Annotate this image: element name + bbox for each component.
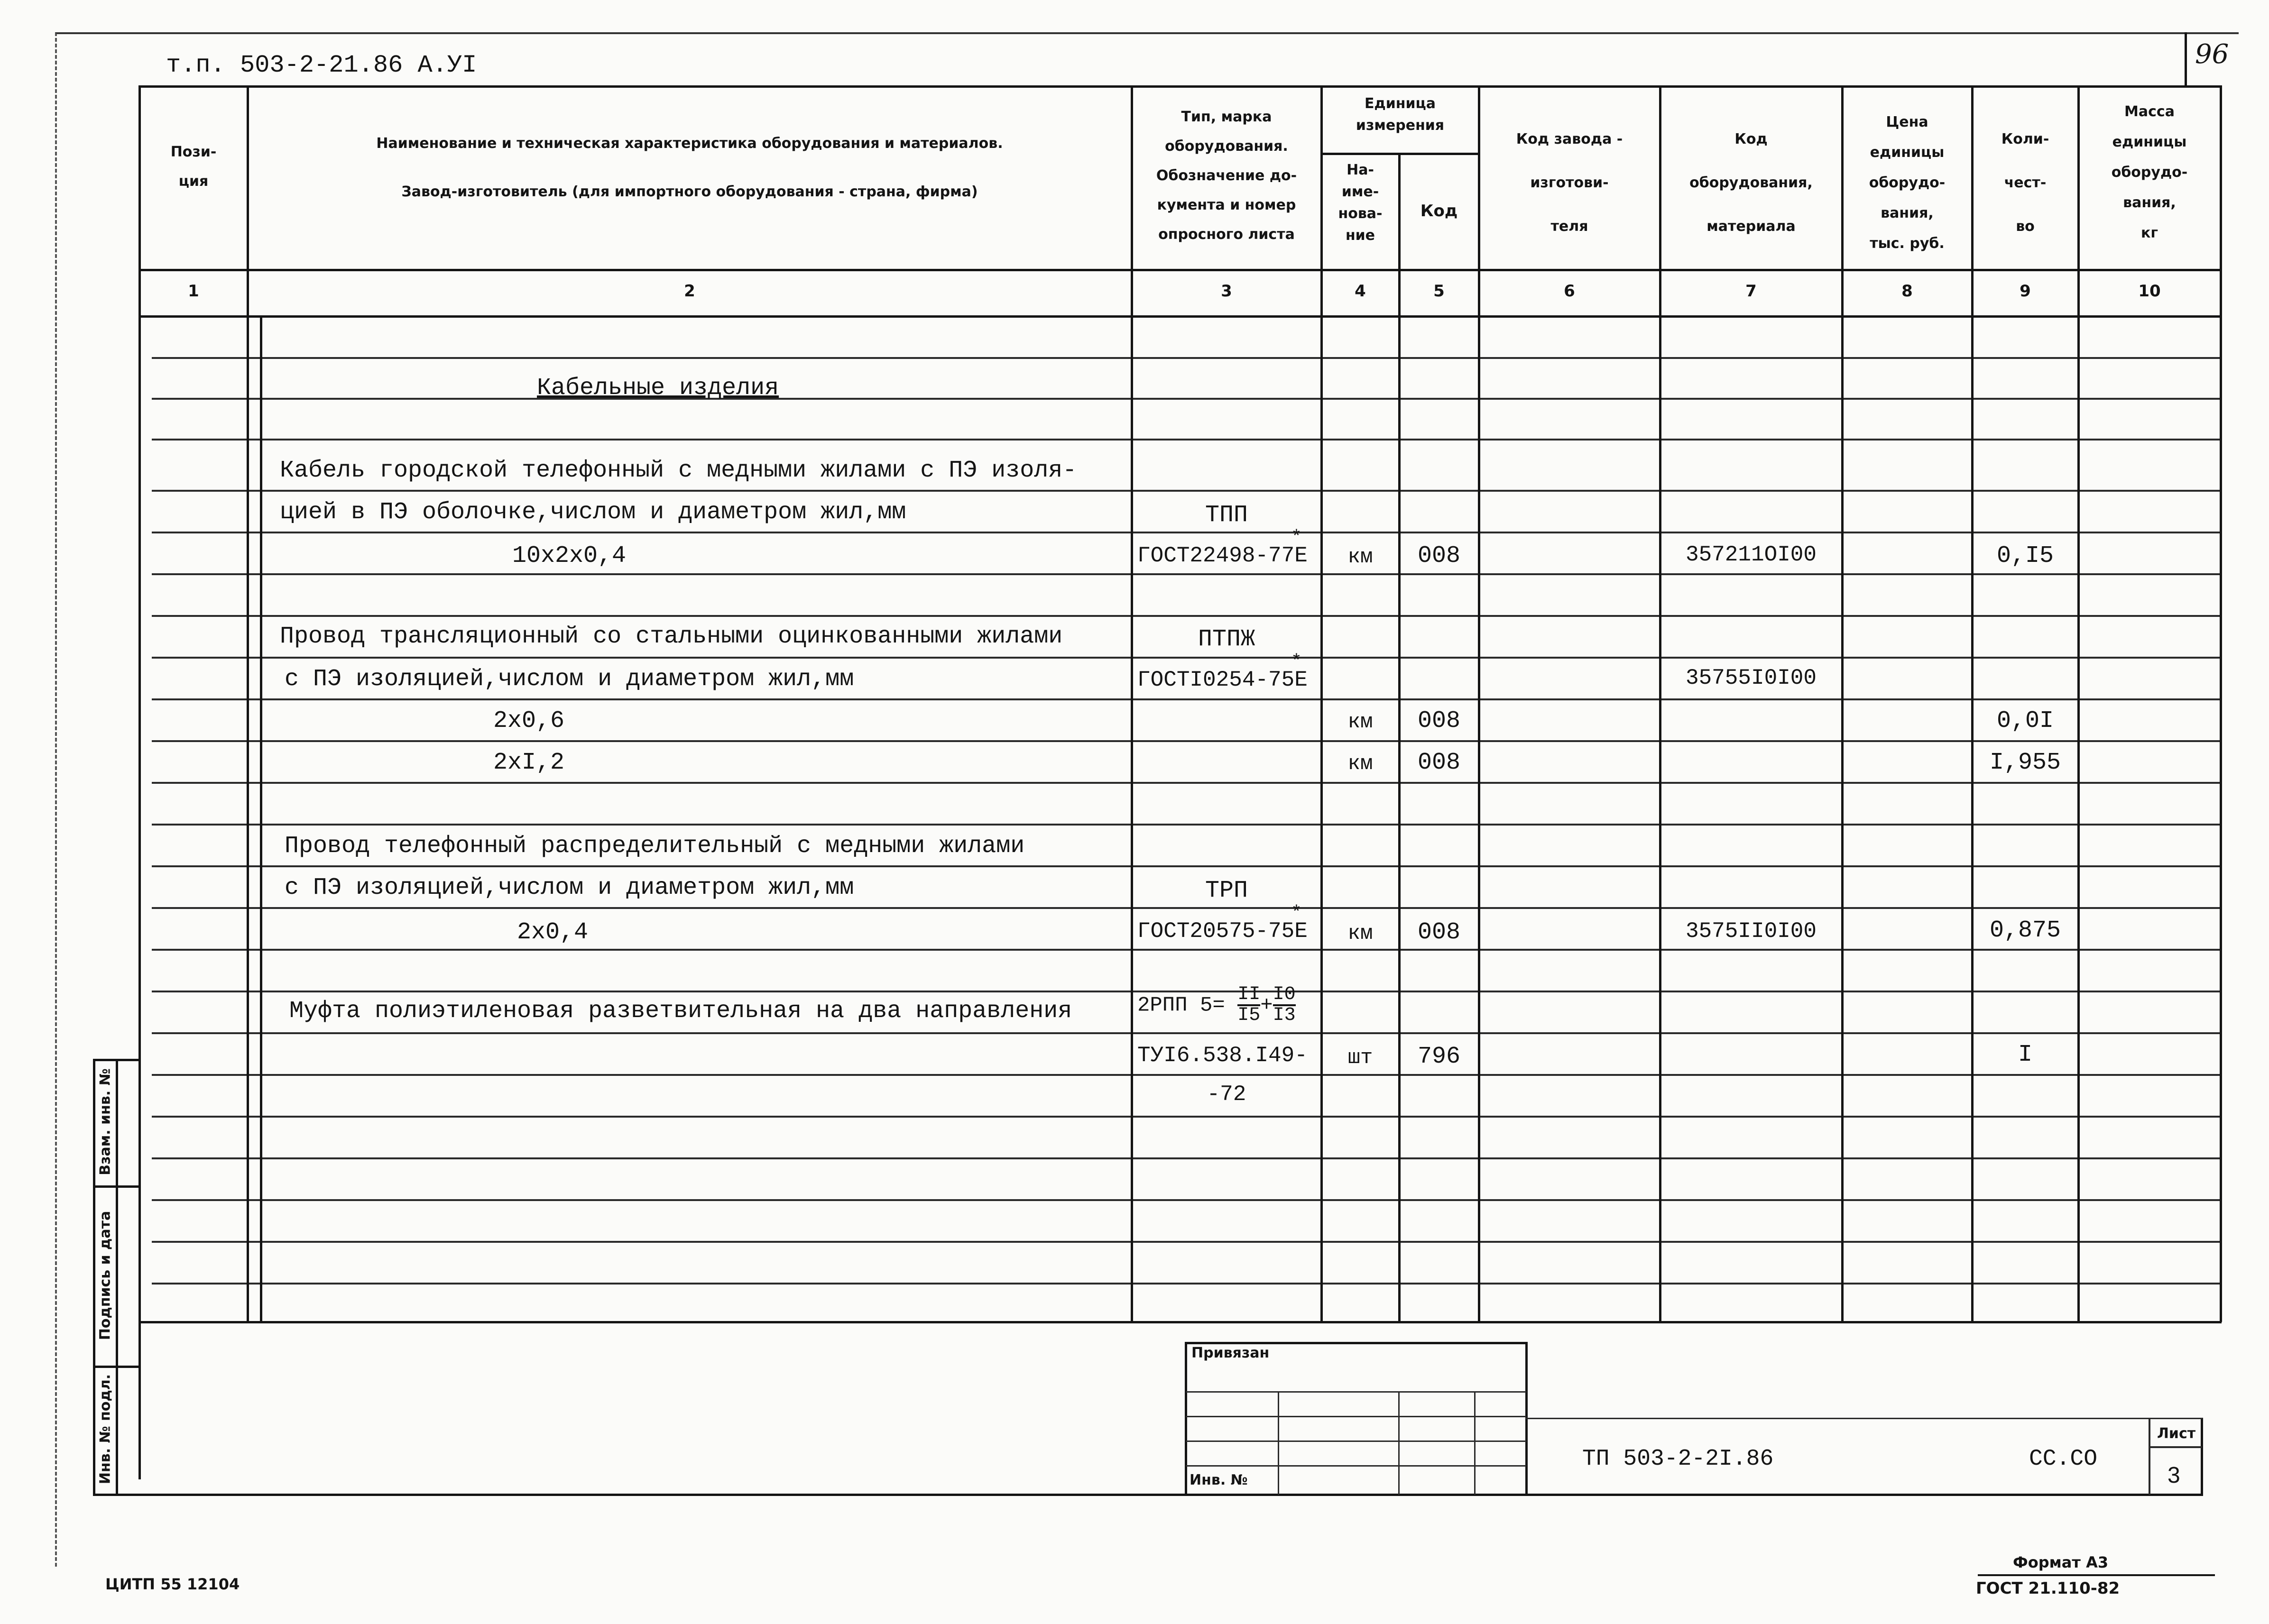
row-11-fraction-1-numerator: II — [1237, 984, 1261, 1005]
row-3-equipment-code: 357211ОI00 — [1685, 542, 1817, 567]
row-10-quantity: 0,875 — [1989, 917, 2061, 944]
row-3-code: 008 — [1417, 542, 1460, 569]
column-number-7: 7 — [1745, 282, 1757, 301]
column-number-2: 2 — [684, 282, 695, 301]
binding-label: Привязан — [1191, 1345, 1270, 1361]
column-number-4: 4 — [1355, 282, 1366, 301]
sheet-number: 3 — [2168, 1463, 2180, 1488]
header-equipment-code: Код оборудования, материала — [1689, 131, 1813, 235]
row-10-equipment-code: 3575II0I00 — [1685, 919, 1817, 944]
column-number-8: 8 — [1901, 282, 1913, 301]
row-3-unit: км — [1347, 545, 1373, 569]
footer-rule — [1978, 1574, 2215, 1576]
row-5-type: ГОСТI0254-75Е — [1137, 668, 1308, 692]
row-11-fraction-1 — [1237, 985, 1260, 1025]
title-block-top-line — [1525, 1418, 2203, 1419]
row-4-name: Провод трансляционный со стальными оцинкованными жилами — [280, 623, 1063, 650]
column-number-6: 6 — [1564, 282, 1575, 301]
title-block-mark: СС.СО — [2029, 1446, 2098, 1472]
row-12-unit: шт — [1347, 1046, 1373, 1070]
header-type: Тип, марка оборудования. Обозначение до- кумента и номер опросного листа — [1156, 109, 1297, 243]
row-2-name: цией в ПЭ оболочке,числом и диаметром жил,мм — [280, 499, 906, 526]
row-5-type-mark: * — [1291, 651, 1302, 672]
footer-registry: ЦИТП 55 12104 — [105, 1575, 240, 1593]
header-unit-group: Единица измерения — [1356, 95, 1445, 134]
row-7-code: 008 — [1417, 749, 1460, 776]
row-11-type-prefix: 2РПП 5= — [1137, 993, 1225, 1018]
row-10-type: ГОСТ20575-75Е — [1137, 919, 1308, 944]
side-stamp-original-inv: Инв. № подл. — [97, 1374, 114, 1485]
row-8-name: Провод телефонный распределительный с медными жилами — [285, 833, 1025, 860]
row-6-code: 008 — [1417, 707, 1460, 734]
row-11-type — [1137, 985, 1296, 1025]
row-4-type: ПТПЖ — [1198, 626, 1255, 653]
header-unit-name: На- име- нова- ние — [1338, 162, 1383, 244]
header-quantity: Коли- чест- во — [2001, 131, 2049, 235]
row-6-name: 2х0,6 — [493, 707, 565, 734]
row-12-code: 796 — [1417, 1043, 1460, 1070]
side-stamp-signature-date: Подпись и дата — [97, 1211, 114, 1340]
header-position: Пози- ция — [170, 144, 217, 190]
row-11-fraction-2 — [1273, 985, 1296, 1025]
row-9-name: с ПЭ изоляцией,числом и диаметром жил,мм — [285, 874, 854, 901]
outer-frame — [55, 32, 2239, 1567]
row-3-type: ГОСТ22498-77Е — [1137, 543, 1308, 568]
row-13-type: -72 — [1207, 1082, 1246, 1107]
row-12-type: ТУI6.538.I49- — [1137, 1043, 1308, 1068]
row-10-code: 008 — [1417, 919, 1460, 946]
column-number-3: 3 — [1221, 282, 1232, 301]
section-title: Кабельные изделия — [537, 375, 779, 402]
row-11-name: Муфта полиэтиленовая разветвительная на два направления — [289, 998, 1072, 1025]
footer-format: Формат А3 — [2013, 1553, 2109, 1571]
row-10-name: 2х0,4 — [517, 919, 589, 946]
row-7-unit: км — [1347, 752, 1373, 776]
row-3-quantity: 0,I5 — [1996, 542, 2054, 569]
row-9-type: ТРП — [1205, 877, 1248, 904]
row-5-name: с ПЭ изоляцией,числом и диаметром жил,мм — [285, 666, 854, 693]
header-price: Цена единицы оборудо- вания, тыс. руб. — [1869, 114, 1946, 252]
doc-reference: т.п. 503-2-21.86 А.УI — [166, 51, 477, 79]
column-number-5: 5 — [1433, 282, 1445, 301]
row-12-quantity: I — [2018, 1041, 2032, 1068]
row-11-fraction-2-numerator: I0 — [1273, 984, 1296, 1005]
row-7-quantity: I,955 — [1989, 749, 2061, 776]
row-10-type-mark: * — [1291, 903, 1302, 923]
column-number-1: 1 — [188, 282, 199, 301]
column-number-10: 10 — [2138, 282, 2161, 301]
row-11-plus: + — [1260, 993, 1273, 1018]
column-number-9: 9 — [2020, 282, 2031, 301]
corner-sheet-number: 96 — [2195, 39, 2229, 70]
header-factory-code: Код завода - изготови- теля — [1516, 131, 1623, 235]
title-block-doc-code: ТП 503-2-2I.86 — [1582, 1446, 1774, 1472]
row-1-name: Кабель городской телефонный с медными жилами с ПЭ изоля- — [280, 457, 1077, 484]
row-6-unit: км — [1347, 710, 1373, 734]
row-6-quantity: 0,0I — [1996, 707, 2054, 734]
bottom-frame-line — [93, 1494, 2202, 1496]
row-11-fraction-2-denominator: I3 — [1273, 1005, 1296, 1026]
row-2-type: ТПП — [1205, 502, 1248, 529]
side-stamp-replacement-inv: Взам. инв. № — [97, 1068, 114, 1175]
header-name-line2: Завод-изготовитель (для импортного оборудования - страна, фирма) — [401, 184, 978, 200]
footer-gost: ГОСТ 21.110-82 — [1976, 1579, 2120, 1598]
binding-inv-label: Инв. № — [1190, 1472, 1248, 1488]
row-3-name: 10х2х0,4 — [512, 542, 627, 569]
right-frame-line — [2201, 1418, 2203, 1496]
row-11-fraction-1-denominator: I5 — [1237, 1005, 1261, 1026]
header-mass: Масса единицы оборудо- вания, кг — [2111, 103, 2188, 241]
row-3-type-mark: * — [1291, 527, 1302, 548]
row-5-equipment-code: 35755I0I00 — [1685, 666, 1817, 690]
row-7-name: 2хI,2 — [493, 749, 565, 776]
header-unit-code: Код — [1420, 202, 1458, 220]
sheet-label: Лист — [2157, 1425, 2196, 1442]
header-name-line1: Наименование и техническая характеристика оборудования и материалов. — [376, 135, 1003, 152]
row-10-unit: км — [1347, 922, 1373, 945]
corner-divider — [2185, 32, 2187, 85]
